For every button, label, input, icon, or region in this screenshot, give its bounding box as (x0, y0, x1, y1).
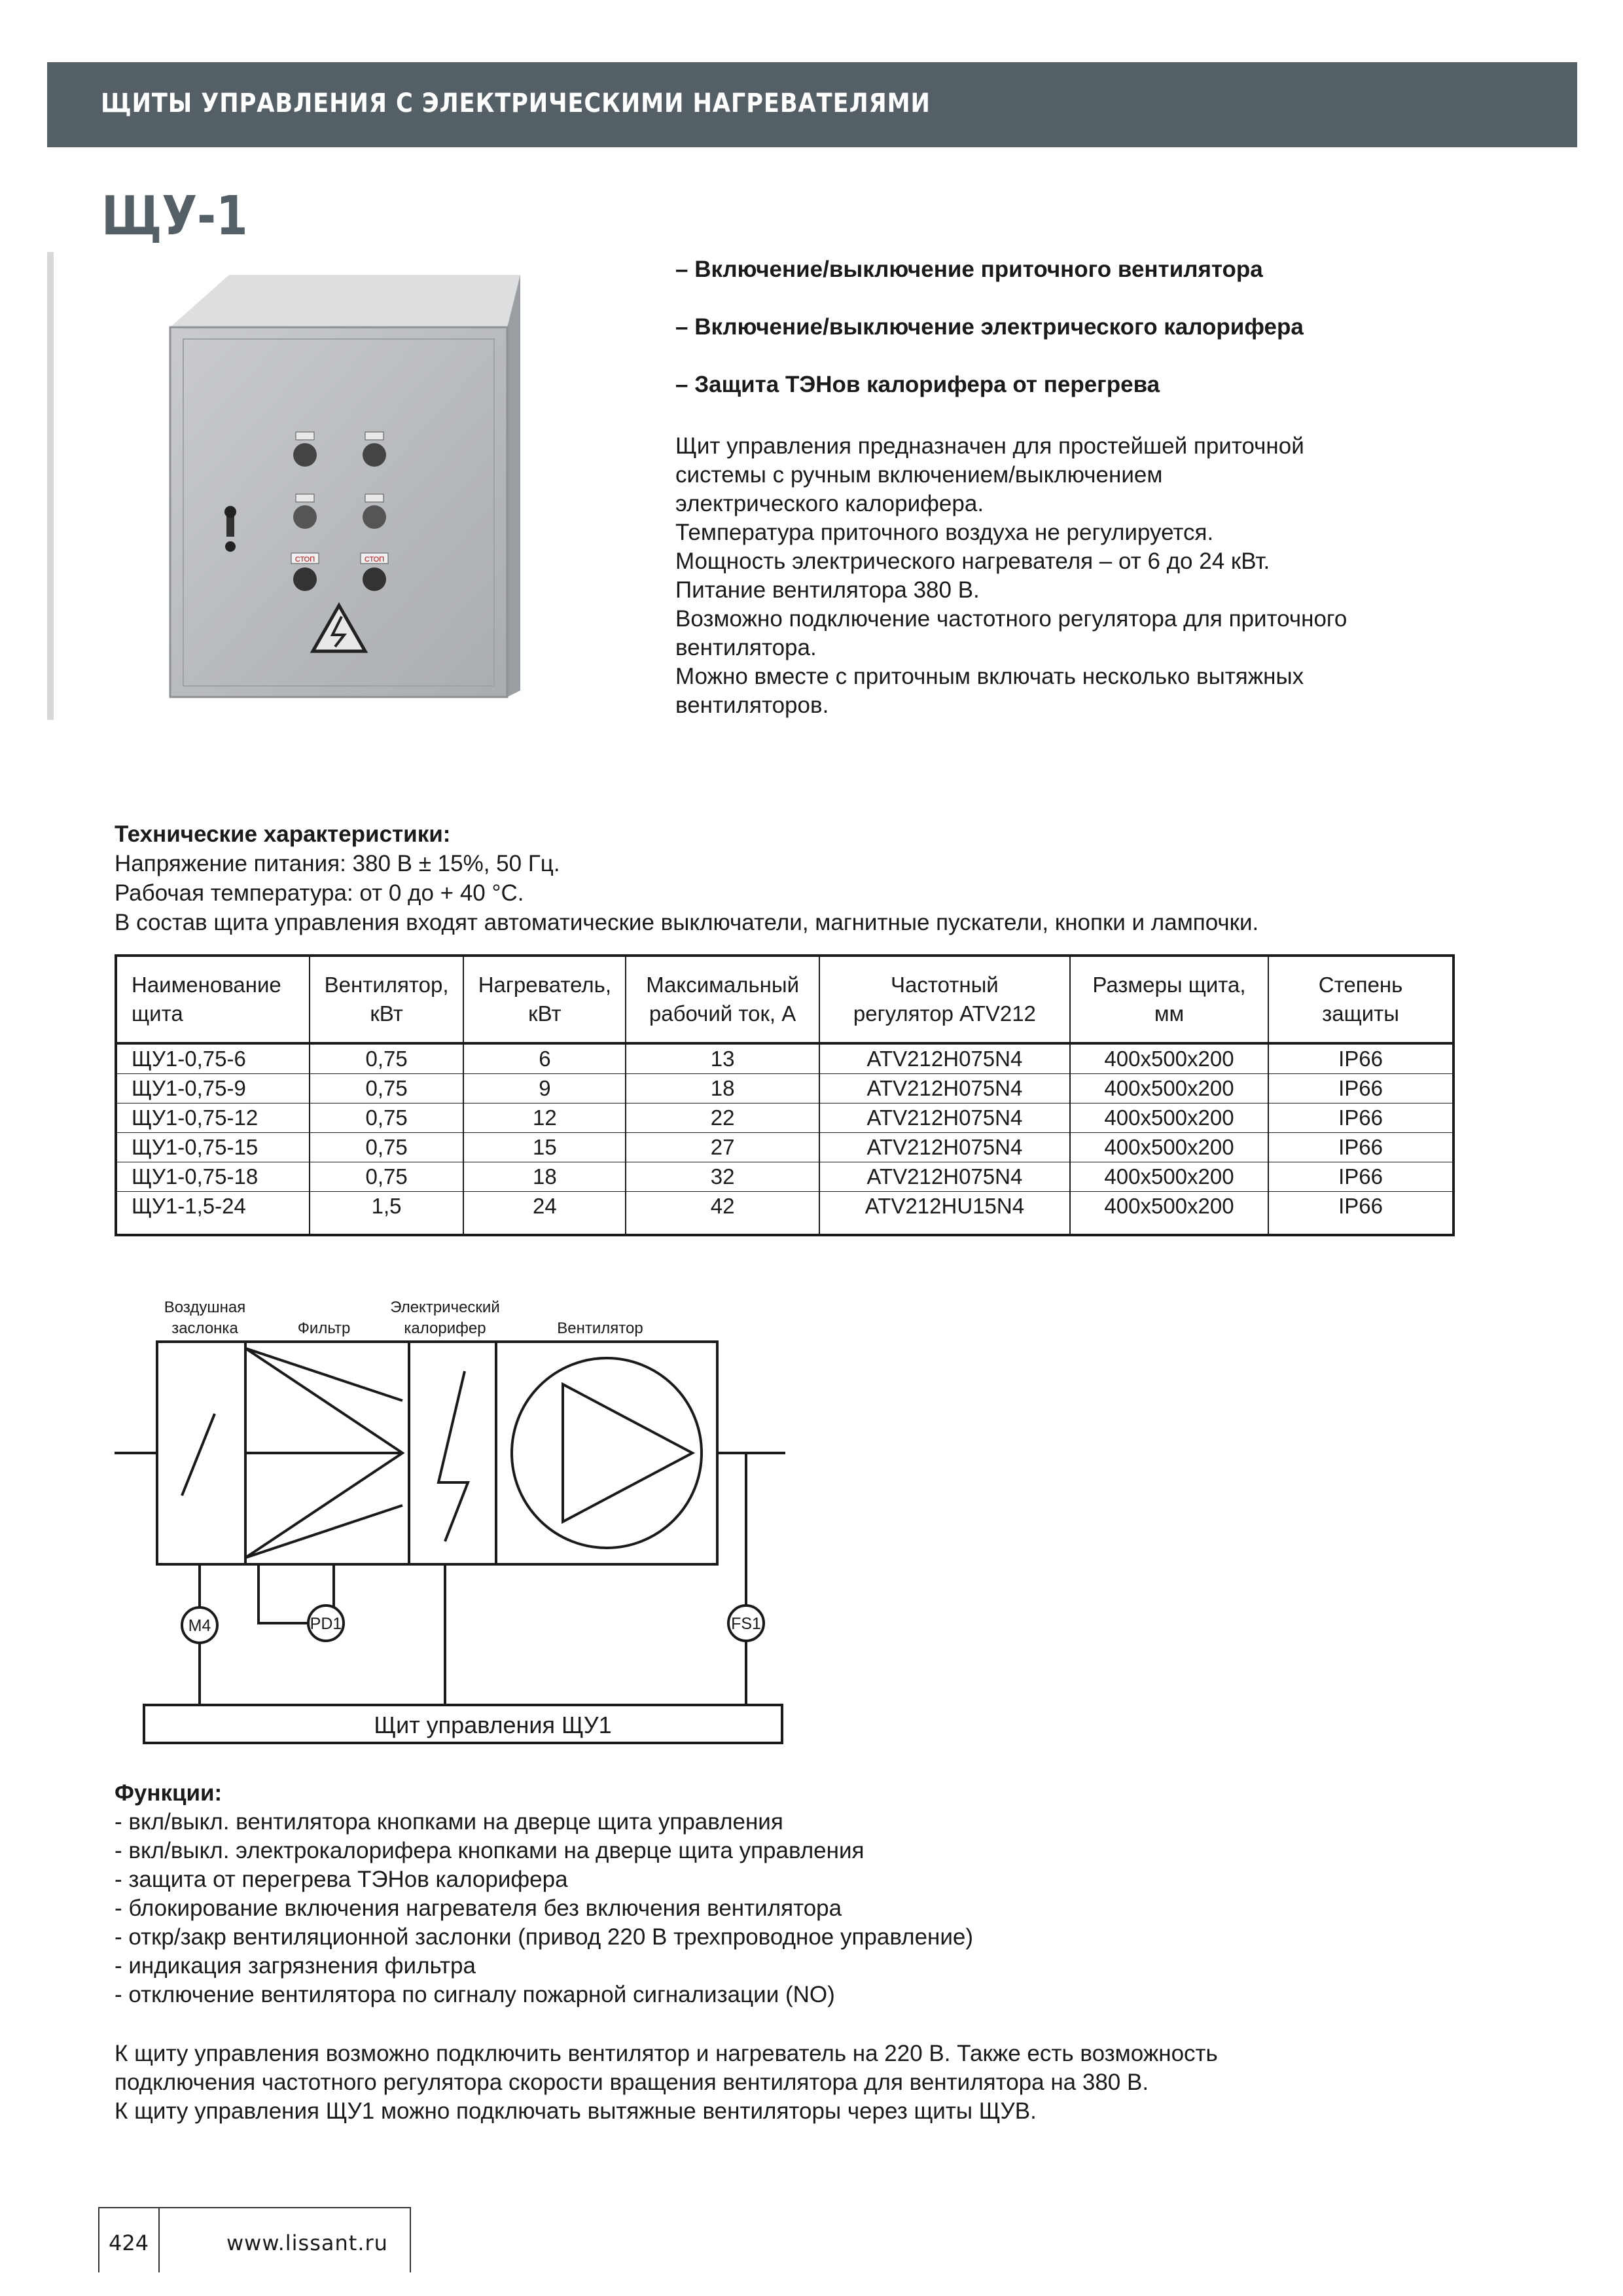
footer-divider (410, 2207, 411, 2272)
ventilation-scheme-diagram (111, 1286, 805, 1757)
column-header-regulator: Частотный регулятор ATV212 (819, 956, 1070, 1043)
note-line: К щиту управления возможно подключить вентилятор и нагреватель на 220 В. Также есть возможность (115, 2041, 1218, 2066)
table-cell: ATV212H075N4 (819, 1103, 1070, 1133)
list-item: - вкл/выкл. вентилятора кнопками на дверце щита управления (115, 1809, 783, 1835)
table-cell: 27 (626, 1133, 819, 1162)
damper-label: заслонка (171, 1319, 238, 1337)
damper-section (157, 1342, 245, 1564)
table-cell: 6 (463, 1043, 626, 1074)
table-cell: ЩУ1-0,75-9 (116, 1074, 310, 1103)
description-line: Можно вместе с приточным включать несколько вытяжных (675, 664, 1304, 689)
table-row (116, 1043, 1454, 1074)
table-cell: ЩУ1-0,75-6 (116, 1043, 310, 1074)
website-link[interactable]: www.lissant.ru (226, 2231, 388, 2255)
damper-label: Воздушная (164, 1299, 246, 1316)
column-header-heater: Нагреватель, кВт (463, 956, 626, 1043)
model-table (115, 954, 1455, 1236)
table-cell: 400x500x200 (1070, 1074, 1268, 1103)
table-cell: ЩУ1-0,75-12 (116, 1103, 310, 1133)
notes-section (115, 2039, 1522, 2126)
feature-item: – Защита ТЭНов калорифера от перегрева (675, 372, 1160, 397)
table-cell: 15 (463, 1133, 626, 1162)
sensor-label-m4: M4 (188, 1617, 211, 1635)
page-footer (98, 2207, 412, 2272)
spec-line: Напряжение питания: 380 В ± 15%, 50 Гц. (115, 851, 560, 876)
product-description (675, 432, 1500, 720)
table-cell: 0,75 (310, 1162, 464, 1192)
table-cell: 32 (626, 1162, 819, 1192)
functions-heading: Функции: (115, 1780, 223, 1806)
table-cell: 0,75 (310, 1074, 464, 1103)
table-cell: 0,75 (310, 1043, 464, 1074)
heater-symbol (438, 1371, 468, 1541)
table-cell: ЩУ1-1,5-24 (116, 1192, 310, 1236)
list-item: - вкл/выкл. электрокалорифера кнопками на дверце щита управления (115, 1838, 865, 1863)
description-line: вентилятора. (675, 635, 817, 660)
column-header-current: Максимальный рабочий ток, А (626, 956, 819, 1043)
table-cell: ЩУ1-0,75-18 (116, 1162, 310, 1192)
side-rule (47, 252, 54, 720)
list-item: - блокирование включения нагревателя без включения вентилятора (115, 1895, 842, 1921)
fan-triangle (563, 1384, 692, 1522)
table-row (116, 1103, 1454, 1133)
table-cell: ATV212H075N4 (819, 1162, 1070, 1192)
table-cell: IP66 (1268, 1103, 1454, 1133)
table-header-row (116, 956, 1454, 1043)
table-cell: 13 (626, 1043, 819, 1074)
footer-divider (158, 2207, 160, 2272)
description-line: Мощность электрического нагревателя – от 6 до 24 кВт. (675, 548, 1270, 574)
table-row (116, 1133, 1454, 1162)
page-number: 424 (109, 2231, 149, 2255)
specs-heading: Технические характеристики: (115, 821, 451, 847)
spec-line: Рабочая температура: от 0 до + 40 °С. (115, 880, 524, 906)
footer-divider (98, 2207, 99, 2272)
description-line: Щит управления предназначен для простейшей приточной (675, 433, 1304, 459)
list-item: - откр/закр вентиляционной заслонки (привод 220 В трехпроводное управление) (115, 1924, 974, 1950)
table-row (116, 1162, 1454, 1192)
description-line: Возможно подключение частотного регулятора для приточного (675, 606, 1347, 632)
footer-divider (98, 2207, 411, 2208)
table-cell: ATV212H075N4 (819, 1074, 1070, 1103)
functions-list (115, 1808, 1489, 2009)
table-cell: ATV212HU15N4 (819, 1192, 1070, 1236)
table-row (116, 1074, 1454, 1103)
table-cell: 400x500x200 (1070, 1192, 1268, 1236)
fan-label: Вентилятор (557, 1319, 643, 1337)
table-cell: IP66 (1268, 1133, 1454, 1162)
table-cell: 0,75 (310, 1133, 464, 1162)
description-line: электрического калорифера. (675, 491, 984, 516)
table-cell: ATV212H075N4 (819, 1133, 1070, 1162)
table-cell: 9 (463, 1074, 626, 1103)
table-cell: ATV212H075N4 (819, 1043, 1070, 1074)
table-cell: 1,5 (310, 1192, 464, 1236)
table-cell: IP66 (1268, 1074, 1454, 1103)
product-title: ЩУ-1 (101, 185, 248, 247)
table-cell: IP66 (1338, 1194, 1383, 1218)
column-header-size: Размеры щита, мм (1070, 956, 1268, 1043)
stop-label-1: СТОП (294, 556, 315, 564)
table-cell: 18 (463, 1162, 626, 1192)
note-line: подключения частотного регулятора скорости вращения вентилятора для вентилятора на 380 В. (115, 2070, 1149, 2095)
table-cell: 24 (463, 1192, 626, 1236)
table-cell: 400x500x200 (1070, 1133, 1268, 1162)
description-line: Температура приточного воздуха не регулируется. (675, 520, 1214, 545)
description-line: Питание вентилятора 380 В. (675, 577, 980, 603)
table-cell: 18 (626, 1074, 819, 1103)
table-row (116, 1192, 1454, 1236)
filter-label: Фильтр (297, 1319, 351, 1337)
table-cell: 400x500x200 (1070, 1162, 1268, 1192)
table-cell: IP66 (1268, 1043, 1454, 1074)
sensor-label-pd1: PD1 (310, 1615, 342, 1633)
column-header-protection: Степень защиты (1268, 956, 1454, 1043)
description-line: вентиляторов. (675, 692, 829, 718)
control-panel-label: Щит управления ЩУ1 (374, 1712, 612, 1738)
list-item: - отключение вентилятора по сигналу пожарной сигнализации (NO) (115, 1982, 835, 2007)
spec-line: В состав щита управления входят автоматические выключатели, магнитные пускатели, кнопки и лампочки. (115, 910, 1259, 935)
heater-label: Электрический (390, 1299, 500, 1316)
heater-section (409, 1342, 496, 1564)
note-line: К щиту управления ЩУ1 можно подключать вытяжные вентиляторы через щиты ЩУВ. (115, 2098, 1037, 2124)
column-header-fan: Вентилятор, кВт (310, 956, 464, 1043)
feature-item: – Включение/выключение электрического калорифера (675, 314, 1304, 340)
control-cabinet-image (157, 268, 550, 713)
table-cell: 22 (626, 1103, 819, 1133)
table-cell: IP66 (1268, 1162, 1454, 1192)
table-cell: 0,75 (310, 1103, 464, 1133)
heater-label: калорифер (404, 1319, 486, 1337)
section-title: ЩИТЫ УПРАВЛЕНИЯ С ЭЛЕКТРИЧЕСКИМИ НАГРЕВАТЕЛЯМИ (101, 88, 931, 118)
functions-section (115, 1779, 1489, 2009)
table-cell: 400x500x200 (1070, 1043, 1268, 1074)
fan-section (496, 1342, 717, 1564)
table-cell: 400x500x200 (1070, 1103, 1268, 1133)
list-item: - индикация загрязнения фильтра (115, 1953, 476, 1979)
description-line: системы с ручным включением/выключением (675, 462, 1163, 488)
section-header-bar (47, 62, 1577, 147)
sensor-label-fs1: FS1 (731, 1615, 761, 1633)
list-item: - защита от перегрева ТЭНов калорифера (115, 1867, 568, 1892)
column-header-name: Наименование щита (116, 956, 310, 1043)
technical-specs (115, 819, 1489, 937)
damper-blade (182, 1414, 215, 1496)
table-cell: ЩУ1-0,75-15 (116, 1133, 310, 1162)
table-cell: 12 (463, 1103, 626, 1133)
fan-circle (512, 1358, 702, 1548)
table-cell: 42 (626, 1192, 819, 1236)
feature-list (675, 255, 1487, 428)
feature-item: – Включение/выключение приточного вентилятора (675, 257, 1263, 282)
stop-label-2: СТОП (364, 556, 385, 564)
